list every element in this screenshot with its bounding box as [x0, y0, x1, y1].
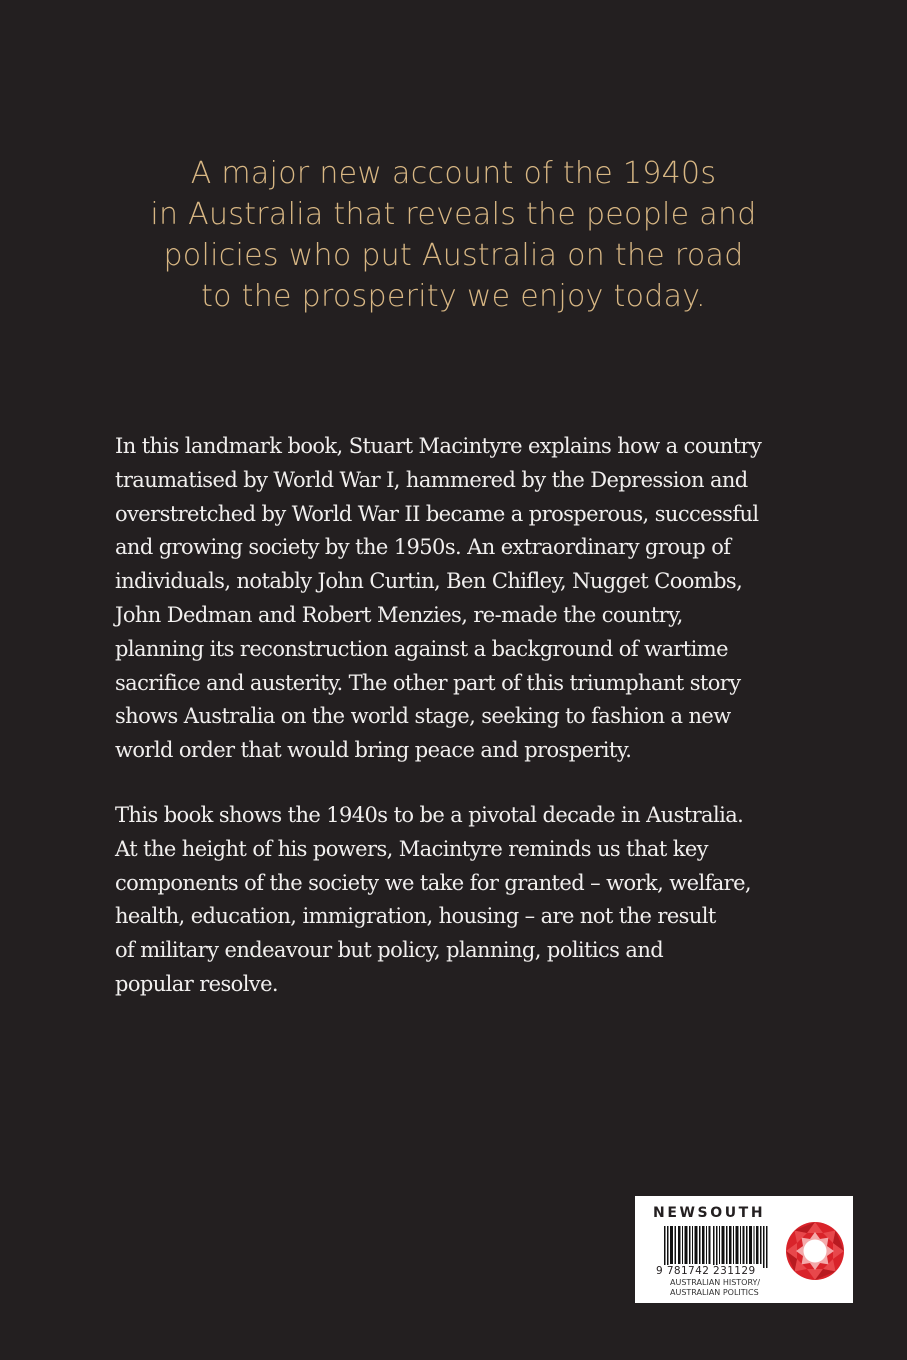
- blurb-line: components of the society we take for granted – work, welfare,: [115, 870, 752, 895]
- blurb-line: of military endeavour but policy, planning, politics and: [115, 938, 664, 963]
- blurb-line: and growing society by the 1950s. An extraordinary group of: [115, 535, 731, 560]
- barcode-icon: [664, 1226, 768, 1268]
- tagline-line: to the prosperity we enjoy today.: [201, 279, 706, 314]
- category-line: AUSTRALIAN HISTORY/: [670, 1278, 761, 1287]
- blurb-line: John Dedman and Robert Menzies, re-made the country,: [115, 602, 683, 627]
- blurb-line: health, education, immigration, housing – are not the result: [115, 904, 716, 929]
- tagline-line: A major new account of the 1940s: [190, 156, 717, 191]
- category-line: AUSTRALIAN POLITICS: [670, 1287, 759, 1297]
- blurb-line: popular resolve.: [115, 971, 278, 996]
- blurb-line: shows Australia on the world stage, seeking to fashion a new: [115, 704, 731, 729]
- blurb-line: In this landmark book, Stuart Macintyre explains how a country: [115, 434, 762, 458]
- subject-category: [670, 1278, 760, 1297]
- blurb-paragraph-2: [115, 799, 835, 1002]
- blurb-line: sacrifice and austerity. The other part of this triumphant story: [115, 670, 741, 695]
- tagline: [0, 153, 907, 317]
- tagline-line: policies who put Australia on the road: [163, 238, 744, 273]
- tagline-line: in Australia that reveals the people and: [150, 197, 757, 232]
- isbn-number: 9 781742 231129: [656, 1265, 756, 1277]
- blurb-line: This book shows the 1940s to be a pivotal decade in Australia.: [115, 802, 744, 827]
- blurb-line: overstretched by World War II became a prosperous, successful: [115, 501, 759, 526]
- publisher-barcode-badge: [635, 1196, 853, 1303]
- blurb: [115, 430, 835, 1002]
- blurb-line: At the height of his powers, Macintyre reminds us that key: [115, 836, 708, 861]
- red-gem-star-logo-icon: [785, 1221, 845, 1281]
- publisher-name: NEWSOUTH: [653, 1205, 766, 1221]
- blurb-paragraph-1: [115, 430, 835, 768]
- blurb-line: traumatised by World War I, hammered by the Depression and: [115, 467, 748, 492]
- blurb-line: individuals, notably John Curtin, Ben Chifley, Nugget Coombs,: [115, 569, 743, 594]
- blurb-line: world order that would bring peace and prosperity.: [115, 738, 632, 763]
- blurb-line: planning its reconstruction against a background of wartime: [115, 636, 728, 661]
